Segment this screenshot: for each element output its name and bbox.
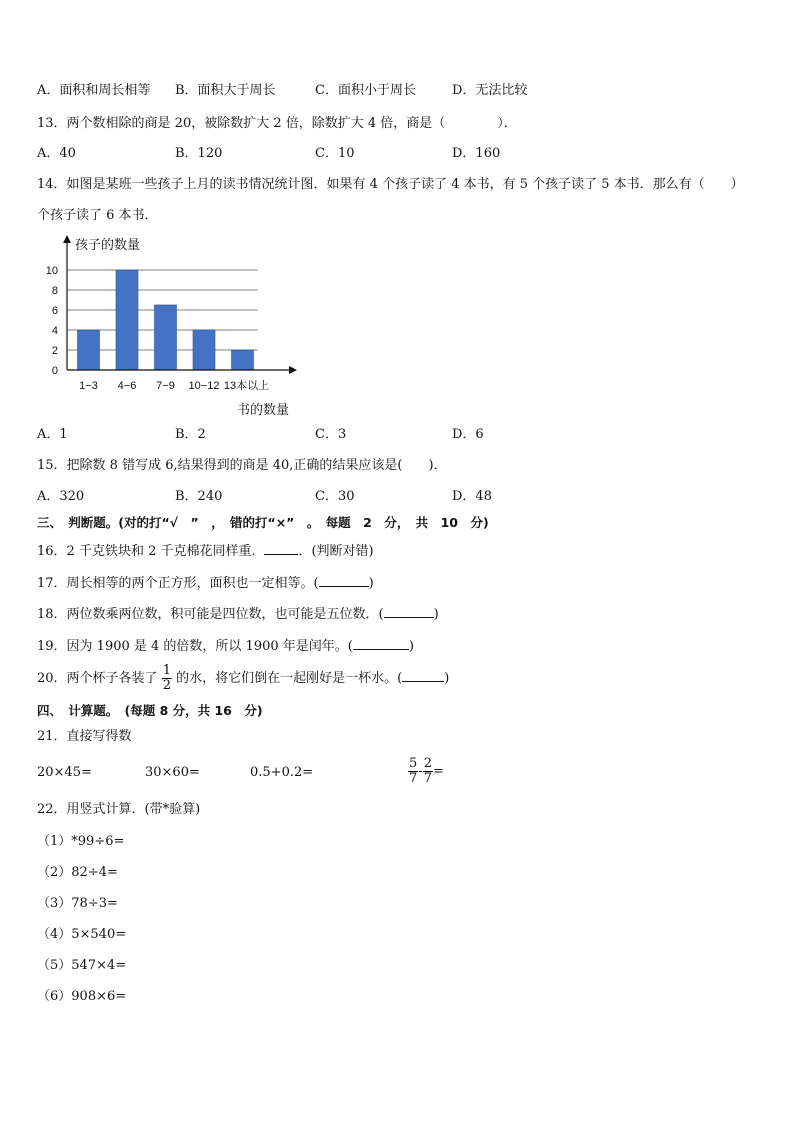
q16-text: 16．2 千克铁块和 2 千克棉花同样重． bbox=[37, 544, 265, 559]
q22-item-2: （2）82÷4= bbox=[37, 865, 118, 880]
chart-bar bbox=[155, 305, 177, 370]
chart-x-tick-label: 7−9 bbox=[156, 380, 175, 392]
q20-answer-blank[interactable] bbox=[402, 667, 444, 682]
q14-option-d: D．6 bbox=[452, 427, 484, 442]
q20 bbox=[37, 662, 449, 696]
q20-text: 20．两个杯子各装了 bbox=[37, 671, 158, 686]
q15-option-a: A．320 bbox=[37, 489, 85, 504]
chart-y-tick-label: 10 bbox=[45, 265, 58, 277]
chart-x-axis-label: 书的数量 bbox=[237, 402, 290, 417]
chart-y-tick-label: 0 bbox=[51, 365, 58, 377]
q14-text-line2: 个孩子读了 6 本书． bbox=[37, 208, 158, 223]
q21-equals-sign: = bbox=[432, 764, 444, 779]
chart-y-axis-arrow bbox=[63, 235, 71, 243]
q18-answer-blank[interactable] bbox=[384, 603, 434, 618]
q19-answer-blank[interactable] bbox=[353, 635, 409, 650]
chart-y-tick-label: 8 bbox=[51, 285, 58, 297]
chart-x-tick-label: 10−12 bbox=[188, 380, 220, 392]
section-3-heading: 三、 判断题。(对的打“√ ” ， 错的打“×” 。 每题 2 分， 共 10 分) bbox=[37, 515, 489, 530]
q13-option-b: B．120 bbox=[175, 146, 223, 161]
q21-fraction-b bbox=[423, 757, 433, 786]
chart-x-axis-arrow bbox=[289, 366, 297, 374]
q13-option-d: D．160 bbox=[452, 146, 501, 161]
q22-item-3: （3）78÷3= bbox=[37, 896, 118, 911]
q19-text: 19．因为 1900 是 4 的倍数，所以 1900 年是闰年。( bbox=[37, 639, 353, 654]
q21-fraction-a-denominator: 7 bbox=[409, 771, 418, 786]
chart-x-tick-labels bbox=[79, 378, 269, 392]
q12-option-a: A．面积和周长相等 bbox=[37, 83, 151, 98]
reading-bar-chart bbox=[37, 232, 307, 422]
q13-option-a: A．40 bbox=[37, 146, 76, 161]
q17-text-end: ) bbox=[368, 576, 374, 591]
q20-fraction bbox=[162, 664, 172, 693]
q21-minus-sign: - bbox=[418, 764, 423, 779]
q20-text-end: ) bbox=[444, 671, 450, 686]
q21-item-2: 30×60= bbox=[145, 765, 200, 780]
q21-fraction-b-numerator: 2 bbox=[423, 756, 432, 771]
q17-text: 17．周长相等的两个正方形，面积也一定相等。( bbox=[37, 576, 319, 591]
chart-y-axis-label: 孩子的数量 bbox=[75, 237, 141, 252]
q12-option-d: D．无法比较 bbox=[452, 83, 528, 98]
q14-option-b: B．2 bbox=[175, 427, 206, 442]
chart-x-tick-label: 13本以上 bbox=[223, 380, 270, 392]
chart-y-tick-label: 2 bbox=[51, 345, 58, 357]
chart-bar bbox=[193, 330, 215, 370]
q21-title: 21．直接写得数 bbox=[37, 729, 132, 744]
q14-option-c: C．3 bbox=[315, 427, 347, 442]
section-4-heading: 四、 计算题。 (每题 8 分，共 16 分) bbox=[37, 703, 263, 718]
q21-fraction-b-denominator: 7 bbox=[423, 771, 432, 786]
q12-option-c: C．面积小于周长 bbox=[315, 83, 416, 98]
chart-bar bbox=[78, 330, 100, 370]
q21-item-4 bbox=[408, 754, 444, 790]
chart-x-tick-label: 1−3 bbox=[79, 380, 98, 392]
q21-fraction-a-numerator: 5 bbox=[409, 756, 418, 771]
q18-text: 18．两位数乘两位数，积可能是四位数，也可能是五位数．( bbox=[37, 607, 384, 622]
q15-option-d: D．48 bbox=[452, 489, 492, 504]
chart-bar bbox=[232, 350, 254, 370]
chart-y-tick-label: 4 bbox=[51, 325, 58, 337]
q20-text-mid: 的水，将它们倒在一起刚好是一杯水。( bbox=[176, 671, 403, 686]
q20-fraction-denominator: 2 bbox=[162, 678, 171, 693]
q16 bbox=[37, 540, 374, 561]
q17-answer-blank[interactable] bbox=[319, 572, 369, 587]
q18-text-end: ) bbox=[433, 607, 439, 622]
q21-fraction-a bbox=[408, 757, 418, 786]
q12-option-b: B．面积大于周长 bbox=[175, 83, 276, 98]
q18 bbox=[37, 603, 439, 624]
q14-option-a: A．1 bbox=[37, 427, 68, 442]
q14-text-line1: 14．如图是某班一些孩子上月的读书情况统计图．如果有 4 个孩子读了 4 本书，有 5 个孩子读了 5 本书．那么有（ ） bbox=[37, 177, 744, 192]
chart-bars bbox=[78, 270, 254, 370]
q15-option-c: C．30 bbox=[315, 489, 355, 504]
chart-bar bbox=[116, 270, 138, 370]
q15-text: 15．把除数 8 错写成 6,结果得到的商是 40,正确的结果应该是( )． bbox=[37, 458, 447, 473]
q20-fraction-numerator: 1 bbox=[162, 663, 171, 678]
q19-text-end: ) bbox=[408, 639, 414, 654]
q13-option-c: C．10 bbox=[315, 146, 355, 161]
q22-title: 22．用竖式计算．(带*验算) bbox=[37, 802, 201, 817]
chart-y-tick-labels bbox=[46, 265, 58, 377]
q16-answer-blank[interactable] bbox=[264, 540, 298, 555]
chart-y-tick-label: 6 bbox=[51, 305, 58, 317]
q21-item-1: 20×45= bbox=[37, 765, 92, 780]
chart-x-tick-label: 4−6 bbox=[117, 380, 137, 392]
q19 bbox=[37, 635, 414, 656]
q17 bbox=[37, 572, 374, 593]
q22-item-1: （1）*99÷6= bbox=[37, 834, 125, 849]
q15-option-b: B．240 bbox=[175, 489, 223, 504]
q13-text: 13．两个数相除的商是 20，被除数扩大 2 倍，除数扩大 4 倍，商是（ ）． bbox=[37, 116, 517, 131]
q21-item-3: 0.5+0.2= bbox=[250, 765, 314, 780]
q22-item-5: （5）547×4= bbox=[37, 958, 127, 973]
q22-item-4: （4）5×540= bbox=[37, 927, 127, 942]
q22-item-6: （6）908×6= bbox=[37, 989, 127, 1004]
q16-text-end: ．(判断对错) bbox=[298, 544, 374, 559]
